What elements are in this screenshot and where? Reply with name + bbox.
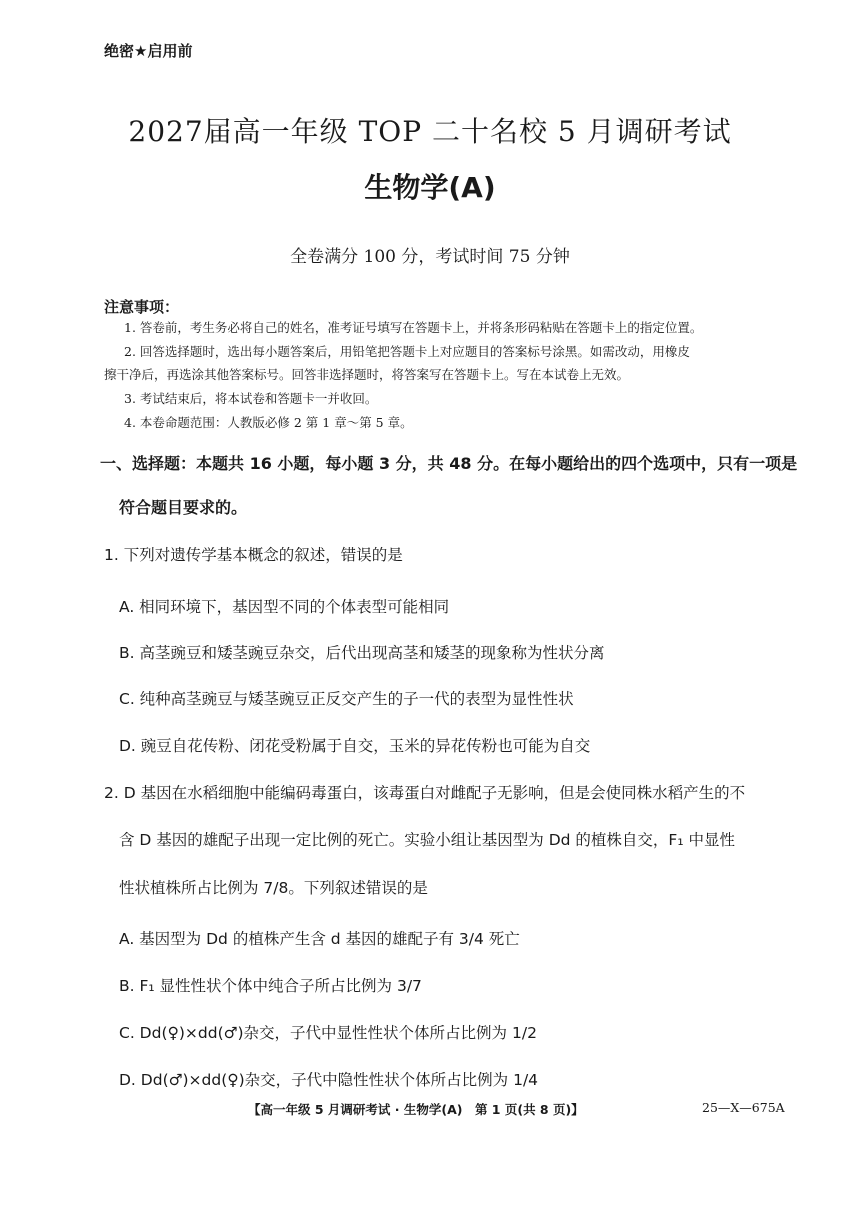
section-heading-cont: 符合题目要求的。 (119, 498, 248, 517)
exam-title: 2027届高一年级 TOP 二十名校 5 月调研考试 (128, 115, 732, 148)
notice-item-2: 2. 回答选择题时，选出每小题答案后，用铅笔把答题卡上对应题目的答案标号涂黑。如需改动，用橡皮 (124, 344, 690, 359)
section-heading: 一、选择题：本题共 16 小题，每小题 3 分，共 48 分。在每小题给出的四个选项中，只有一项是 (100, 454, 798, 473)
page-footer: 【高一年级 5 月调研考试 · 生物学(A) 第 1 页(共 8 页)】 (248, 1102, 584, 1117)
question-2-option-a: A. 基因型为 Dd 的植株产生含 d 基因的雄配子有 3/4 死亡 (119, 930, 520, 948)
notice-heading: 注意事项： (104, 298, 180, 316)
exam-code: 25—X—675A (702, 1100, 785, 1115)
subject-title: 生物学(A) (364, 171, 496, 204)
question-2-option-c: C. Dd(♀)×dd(♂)杂交，子代中显性性状个体所占比例为 1/2 (119, 1024, 537, 1042)
score-and-time: 全卷满分 100 分，考试时间 75 分钟 (290, 247, 570, 267)
notice-item-2-cont: 擦干净后，再选涂其他答案标号。回答非选择题时，将答案写在答题卡上。写在本试卷上无效。 (104, 367, 630, 382)
question-1-option-a: A. 相同环境下，基因型不同的个体表型可能相同 (119, 598, 450, 616)
question-1-stem: 1. 下列对遗传学基本概念的叙述，错误的是 (104, 546, 403, 564)
question-1-option-c: C. 纯种高茎豌豆与矮茎豌豆正反交产生的子一代的表型为显性性状 (119, 690, 574, 708)
question-2-stem-line1: 2. D 基因在水稻细胞中能编码毒蛋白，该毒蛋白对雌配子无影响，但是会使同株水稻产生的不 (104, 784, 746, 802)
question-2-option-d: D. Dd(♂)×dd(♀)杂交，子代中隐性性状个体所占比例为 1/4 (119, 1071, 539, 1089)
question-1-option-b: B. 高茎豌豆和矮茎豌豆杂交，后代出现高茎和矮茎的现象称为性状分离 (119, 644, 605, 662)
notice-item-1: 1. 答卷前，考生务必将自己的姓名，准考证号填写在答题卡上，并将条形码粘贴在答题卡上的指定位置。 (124, 320, 703, 335)
question-2-option-b: B. F₁ 显性性状个体中纯合子所占比例为 3/7 (119, 977, 422, 995)
question-2-stem-line3: 性状植株所占比例为 7/8。下列叙述错误的是 (119, 879, 428, 897)
notice-item-4: 4. 本卷命题范围：人教版必修 2 第 1 章～第 5 章。 (124, 415, 413, 430)
question-1-option-d: D. 豌豆自花传粉、闭花受粉属于自交，玉米的异花传粉也可能为自交 (119, 737, 591, 755)
notice-item-3: 3. 考试结束后，将本试卷和答题卡一并收回。 (124, 391, 378, 406)
confidential-mark: 绝密★启用前 (104, 42, 193, 60)
question-2-stem-line2: 含 D 基因的雄配子出现一定比例的死亡。实验小组让基因型为 Dd 的植株自交，F₁ 中显性 (119, 831, 735, 849)
